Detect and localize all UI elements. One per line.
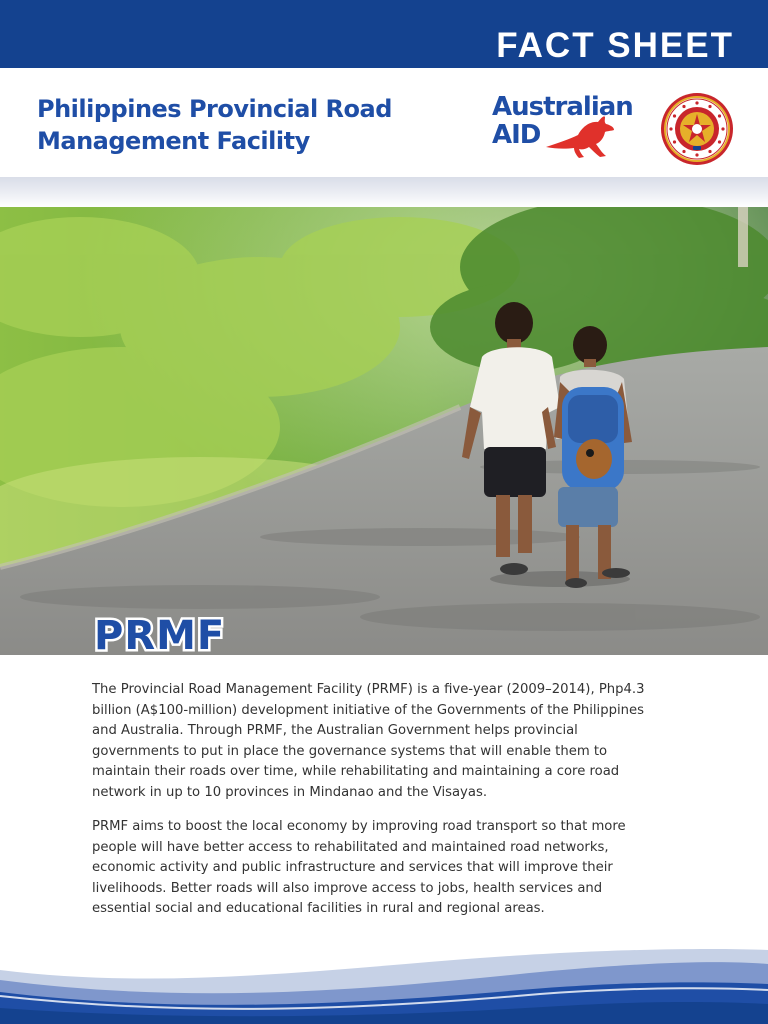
body-text	[92, 680, 652, 934]
hero-photo	[0, 207, 768, 659]
page-title-line1: Philippines Provincial Road	[37, 95, 392, 123]
footer-waves	[0, 930, 768, 1024]
department-seal-icon	[660, 92, 734, 166]
page-title	[37, 93, 457, 157]
kangaroo-icon	[544, 113, 616, 159]
body-paragraph: PRMF aims to boost the local economy by improving road transport so that more people will have better access to rehabilitated and maintained road networks, economic activity and public infrastructure and services that will improve their livelihoods. Better roads will also improve access to jobs, health services and essential social and educational facilities in rural and regional areas.	[92, 819, 626, 916]
logo-text-australian: Australian	[492, 92, 633, 122]
body-paragraph: The Provincial Road Management Facility (PRMF) is a five-year (2009–2014), Php4.3 billion (A$100-million) development initiative of the Governments of the Philippines and Australia. Through PRMF, the Australian Government helps provincial governments to put in place the governance systems that will enable them to maintain their roads over time, while rehabilitating and maintaining a core road network in up to 10 provinces in Mindanao and the Visayas.	[92, 682, 645, 800]
section-heading: PRMF	[94, 613, 226, 659]
page-title-line2: Management Facility	[37, 127, 310, 155]
australian-aid-logo	[492, 93, 644, 165]
fact-sheet-label: FACT SHEET	[496, 26, 734, 65]
header-divider	[0, 69, 768, 71]
logo-text-aid: AID	[492, 120, 541, 150]
header-shadow	[0, 177, 768, 207]
